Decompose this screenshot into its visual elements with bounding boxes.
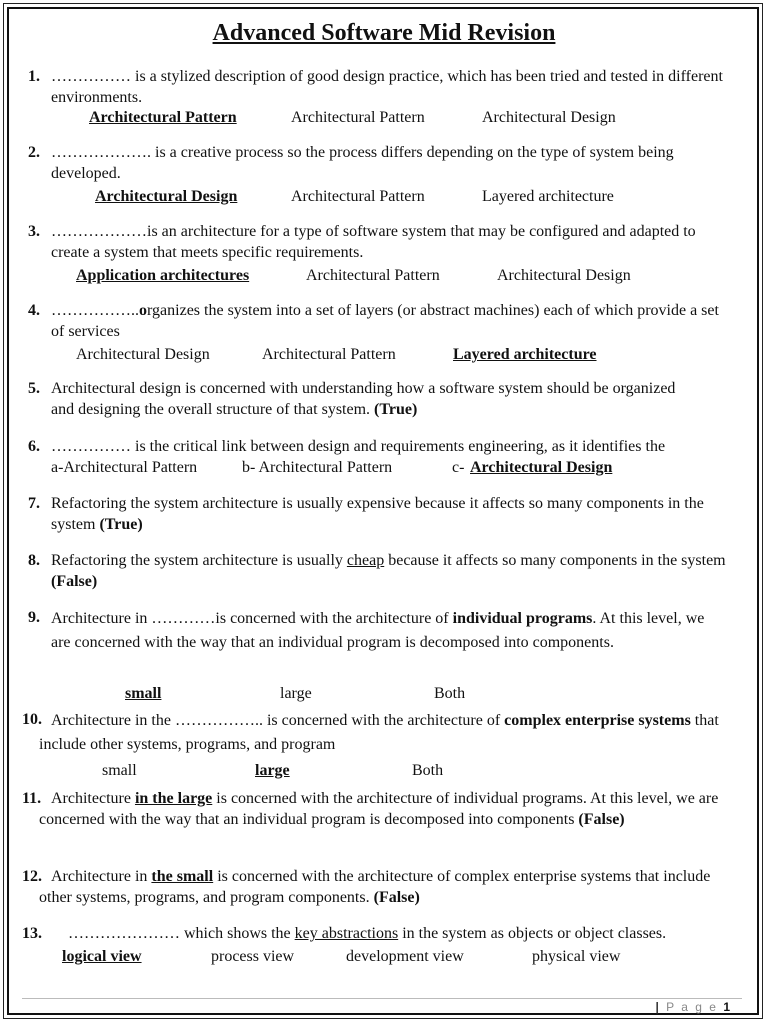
question-number: 6. (28, 438, 40, 455)
question-text-underlined: cheap (346, 552, 385, 569)
option: small (102, 762, 137, 779)
option: a-Architectural Pattern (51, 459, 198, 476)
question-text (39, 788, 729, 830)
option-answer: Architectural Pattern (89, 109, 237, 126)
question-number: 2. (28, 144, 40, 161)
option-answer: small (125, 685, 162, 702)
question-text-bold: complex enterprise systems (504, 712, 691, 729)
question-number: 13. (22, 925, 42, 942)
question-text-underlined: key abstractions (294, 925, 399, 942)
question-text-b: that include other systems, programs, and program (39, 712, 719, 753)
option: Architectural Pattern (306, 267, 440, 284)
question-text (39, 709, 729, 757)
page-title: Advanced Software Mid Revision (212, 20, 556, 46)
option-answer: logical view (62, 948, 142, 965)
question-text (51, 607, 726, 655)
answer-label: (True) (374, 401, 418, 418)
question-text-underlined: in the large (134, 790, 213, 807)
question-number: 3. (28, 223, 40, 240)
question-number: 7. (28, 495, 40, 512)
question-text (51, 378, 691, 420)
question-text-b: . At this level, we are concerned with the way that an individual program is decomposed into components. (51, 610, 705, 651)
option: Layered architecture (482, 188, 614, 205)
option: physical view (532, 948, 621, 965)
option-answer: Architectural Design (470, 459, 613, 476)
question-text-a: Architecture in (51, 868, 148, 885)
question-text (39, 866, 729, 908)
question-text (51, 300, 721, 342)
option: b- Architectural Pattern (242, 459, 393, 476)
question-number: 12. (22, 868, 42, 885)
question-text-a: Architecture in …………is concerned with the architecture of (51, 610, 449, 627)
answer-label: (False) (373, 889, 420, 906)
question-text-underlined: the small (151, 868, 214, 885)
footer-page-label: P a g e (666, 1000, 718, 1014)
question-text (68, 923, 748, 944)
question-number: 11. (22, 790, 42, 807)
option: Architectural Pattern (291, 188, 425, 205)
question-text-rest: rganizes the system into a set of layers (or abstract machines) each of which provide a set of services (51, 302, 719, 340)
footer-page-number: 1 (723, 1000, 732, 1014)
option-answer: Application architectures (76, 267, 250, 284)
question-text-bold: individual programs (452, 610, 593, 627)
option: Architectural Pattern (262, 346, 396, 363)
question-text (51, 493, 741, 535)
question-text-a: Architecture (51, 790, 131, 807)
question-number: 4. (28, 302, 40, 319)
question-text-b: is concerned with the architecture of individual programs. At this level, we are concerned with the way that an individual program is decomposed into components (39, 790, 719, 828)
option-answer: Architectural Design (95, 188, 238, 205)
option: Architectural Design (497, 267, 631, 284)
question-text-b: in the system as objects or object classes. (402, 925, 667, 942)
question-text: …………… is a stylized description of good design practice, which has been tried and tested in different environments. (51, 68, 723, 106)
option-prefix: c- (452, 459, 465, 476)
question-text-a: ………………… which shows the (68, 925, 291, 942)
question-text-a: Refactoring the system architecture is usually (51, 552, 343, 569)
question-text-b: because it affects so many components in the system (388, 552, 726, 569)
answer-label: (False) (578, 811, 625, 828)
option: process view (211, 948, 295, 965)
option-answer: large (255, 762, 290, 779)
option: Architectural Pattern (291, 109, 425, 126)
option-answer: Layered architecture (453, 346, 597, 363)
footer-bar: | (655, 1000, 661, 1014)
question-number: 10. (22, 711, 42, 728)
question-text-a: Architecture in the …………….. is concerned with the architecture of (51, 712, 501, 729)
question-text: …………… is the critical link between design and requirements engineering, as it identifies the (51, 438, 666, 455)
question-text-main: Architectural design is concerned with understanding how a software system should be organized and designing the overall structure of that system. (51, 380, 676, 418)
question-text (51, 550, 741, 592)
question-text-b: is concerned with the architecture of complex enterprise systems that include other systems, programs, and program components. (39, 868, 711, 906)
option: Both (412, 762, 444, 779)
question-text: ………………is an architecture for a type of software system that may be configured and adapted to create a system that meets specific requirements. (51, 223, 696, 261)
option: Architectural Design (76, 346, 210, 363)
footer-divider (22, 998, 742, 999)
question-number: 8. (28, 552, 40, 569)
question-number: 1. (28, 68, 40, 85)
question-number: 9. (28, 609, 40, 626)
option: large (280, 685, 312, 702)
question-blank: …………….. (51, 302, 139, 319)
question-text-main: Refactoring the system architecture is usually expensive because it affects so many components in the system (51, 495, 704, 533)
question-text-bold: o (139, 302, 147, 319)
option: development view (346, 948, 464, 965)
question-number: 5. (28, 380, 40, 397)
answer-label: (True) (99, 516, 143, 533)
page-footer (655, 1000, 732, 1014)
question-text: ………………. is a creative process so the process differs depending on the type of system being developed. (51, 144, 674, 182)
answer-label: (False) (51, 573, 98, 590)
option: Architectural Design (482, 109, 616, 126)
option: Both (434, 685, 466, 702)
